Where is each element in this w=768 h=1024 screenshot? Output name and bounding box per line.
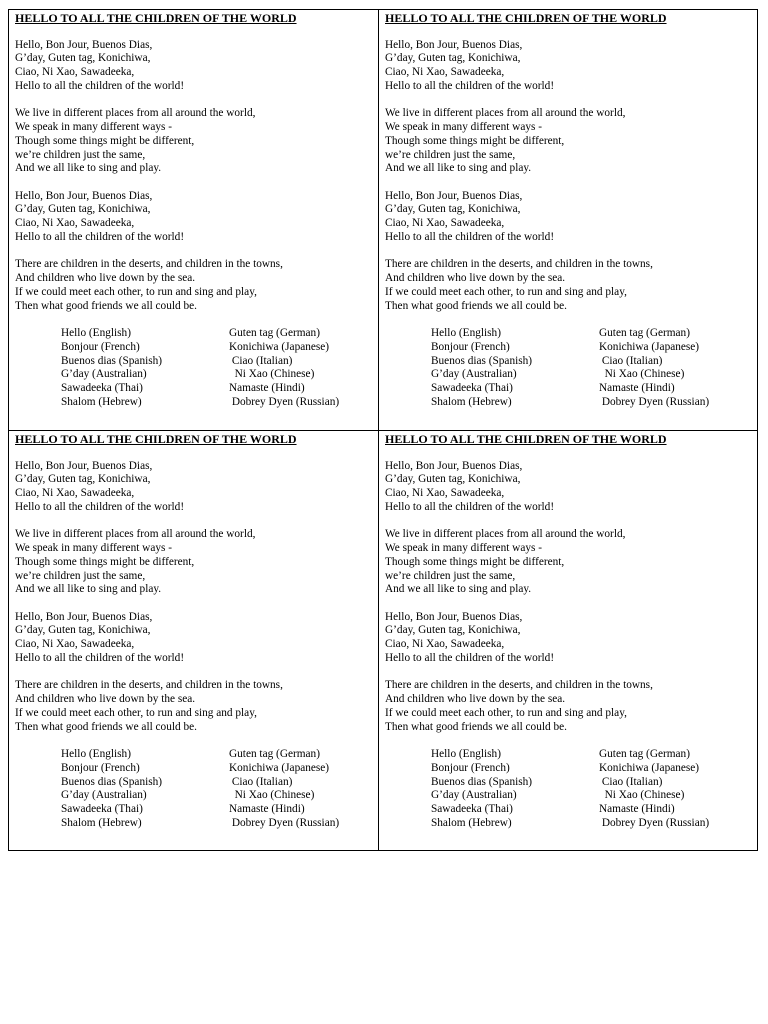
- greeting-left: G’day (Australian): [431, 368, 517, 381]
- lyric-line: We speak in many different ways -: [385, 541, 542, 554]
- greeting-row: [431, 355, 745, 369]
- greeting-right: Konichiwa (Japanese): [229, 761, 330, 774]
- verse-1: [15, 460, 375, 515]
- lyric-line: Ciao, Ni Xao, Sawadeeka,: [385, 638, 505, 651]
- verse-3: [385, 190, 745, 245]
- greeting-row: [61, 762, 375, 776]
- lyric-line: We live in different places from all around the world,: [15, 107, 256, 120]
- lyric-line: Then what good friends we all could be.: [385, 720, 567, 733]
- greeting-right: Guten tag (German): [599, 327, 690, 340]
- greeting-right: Guten tag (German): [599, 748, 690, 761]
- lyric-line: G’day, Guten tag, Konichiwa,: [385, 203, 521, 216]
- verse-2: [385, 107, 745, 176]
- verse-4: [15, 679, 375, 734]
- lyric-line: G’day, Guten tag, Konichiwa,: [15, 52, 151, 65]
- verse-4: [385, 258, 745, 313]
- lyric-line: Hello to all the children of the world!: [15, 500, 185, 513]
- greeting-row: [61, 368, 375, 382]
- lyric-line: we’re children just the same,: [385, 148, 516, 161]
- greeting-right: Namaste (Hindi): [229, 382, 305, 395]
- lyric-line: G’day, Guten tag, Konichiwa,: [15, 473, 151, 486]
- lyric-line: If we could meet each other, to run and sing and play,: [15, 285, 257, 298]
- greeting-left: Shalom (Hebrew): [431, 817, 512, 830]
- greeting-left: Buenos dias (Spanish): [61, 354, 163, 367]
- lyric-line: And children who live down by the sea.: [15, 272, 196, 285]
- lyric-line: And we all like to sing and play.: [385, 162, 532, 175]
- greeting-row: [431, 368, 745, 382]
- lyric-line: we’re children just the same,: [15, 148, 146, 161]
- lyric-line: And we all like to sing and play.: [15, 162, 162, 175]
- greeting-row: [61, 817, 375, 831]
- greeting-left: Bonjour (French): [61, 340, 140, 353]
- verse-2: [15, 107, 375, 176]
- song-title: HELLO TO ALL THE CHILDREN OF THE WORLD: [385, 432, 667, 446]
- greeting-row: [431, 748, 745, 762]
- lyric-line: Ciao, Ni Xao, Sawadeeka,: [15, 638, 135, 651]
- verse-1: [15, 39, 375, 94]
- greeting-row: [431, 382, 745, 396]
- greeting-right: Guten tag (German): [229, 748, 320, 761]
- lyric-line: Hello to all the children of the world!: [385, 500, 555, 513]
- lyric-line: Ciao, Ni Xao, Sawadeeka,: [15, 487, 135, 500]
- greeting-row: [61, 355, 375, 369]
- lyric-line: we’re children just the same,: [15, 569, 146, 582]
- lyric-line: Hello, Bon Jour, Buenos Dias,: [15, 38, 153, 51]
- song-card-bottom-right: [379, 431, 745, 851]
- lyric-line: Hello, Bon Jour, Buenos Dias,: [15, 610, 153, 623]
- greeting-right: Ciao (Italian): [599, 775, 663, 788]
- lyric-line: Hello to all the children of the world!: [15, 652, 185, 665]
- lyric-line: We live in different places from all around the world,: [385, 528, 626, 541]
- greeting-right: Konichiwa (Japanese): [229, 340, 330, 353]
- greeting-row: [431, 817, 745, 831]
- greeting-left: Hello (English): [431, 327, 501, 340]
- greeting-right: Dobrey Dyen (Russian): [229, 396, 340, 409]
- greeting-left: G’day (Australian): [431, 789, 517, 802]
- lyric-line: Hello, Bon Jour, Buenos Dias,: [385, 38, 523, 51]
- verse-1: [385, 39, 745, 94]
- greeting-right: Namaste (Hindi): [599, 382, 675, 395]
- song-title: HELLO TO ALL THE CHILDREN OF THE WORLD: [385, 11, 667, 25]
- lyric-line: Hello to all the children of the world!: [15, 79, 185, 92]
- lyric-line: Hello to all the children of the world!: [385, 79, 555, 92]
- greeting-left: G’day (Australian): [61, 789, 147, 802]
- greeting-row: [61, 327, 375, 341]
- greeting-right: Ni Xao (Chinese): [599, 368, 685, 381]
- lyric-line: Though some things might be different,: [385, 555, 565, 568]
- lyric-line: There are children in the deserts, and children in the towns,: [15, 258, 283, 271]
- lyric-line: We speak in many different ways -: [385, 120, 542, 133]
- greeting-right: Konichiwa (Japanese): [599, 340, 700, 353]
- greeting-left: Hello (English): [431, 748, 501, 761]
- greeting-row: [61, 382, 375, 396]
- verse-3: [15, 611, 375, 666]
- lyric-line: We speak in many different ways -: [15, 120, 172, 133]
- greeting-right: Ciao (Italian): [599, 354, 663, 367]
- lyric-line: And children who live down by the sea.: [385, 693, 566, 706]
- song-title: HELLO TO ALL THE CHILDREN OF THE WORLD: [15, 432, 297, 446]
- greeting-left: Buenos dias (Spanish): [61, 775, 163, 788]
- song-title: HELLO TO ALL THE CHILDREN OF THE WORLD: [15, 11, 297, 25]
- greetings-table: [61, 327, 375, 410]
- lyric-line: There are children in the deserts, and children in the towns,: [385, 679, 653, 692]
- greeting-left: Shalom (Hebrew): [61, 817, 142, 830]
- song-card-bottom-left: [9, 431, 375, 851]
- greeting-row: [61, 803, 375, 817]
- lyric-line: And children who live down by the sea.: [385, 272, 566, 285]
- lyric-line: Though some things might be different,: [15, 134, 195, 147]
- greeting-right: Dobrey Dyen (Russian): [229, 817, 340, 830]
- lyric-line: We speak in many different ways -: [15, 541, 172, 554]
- greeting-row: [431, 803, 745, 817]
- lyric-line: G’day, Guten tag, Konichiwa,: [15, 624, 151, 637]
- lyric-line: Hello to all the children of the world!: [385, 231, 555, 244]
- greeting-left: Shalom (Hebrew): [61, 396, 142, 409]
- greetings-table: [431, 327, 745, 410]
- greeting-row: [61, 789, 375, 803]
- greeting-left: Hello (English): [61, 327, 131, 340]
- greeting-left: Sawadeeka (Thai): [61, 382, 143, 395]
- lyric-line: Ciao, Ni Xao, Sawadeeka,: [385, 217, 505, 230]
- lyric-line: Hello to all the children of the world!: [15, 231, 185, 244]
- greeting-row: [431, 341, 745, 355]
- lyric-line: Then what good friends we all could be.: [15, 299, 197, 312]
- greeting-left: Buenos dias (Spanish): [431, 354, 533, 367]
- greeting-right: Ni Xao (Chinese): [599, 789, 685, 802]
- lyric-line: Hello to all the children of the world!: [385, 652, 555, 665]
- lyric-line: G’day, Guten tag, Konichiwa,: [385, 473, 521, 486]
- lyric-line: Hello, Bon Jour, Buenos Dias,: [15, 189, 153, 202]
- lyric-line: G’day, Guten tag, Konichiwa,: [15, 203, 151, 216]
- greeting-left: Shalom (Hebrew): [431, 396, 512, 409]
- lyric-line: Then what good friends we all could be.: [385, 299, 567, 312]
- lyric-line: Though some things might be different,: [15, 555, 195, 568]
- lyric-line: Ciao, Ni Xao, Sawadeeka,: [385, 66, 505, 79]
- greeting-row: [61, 748, 375, 762]
- greeting-right: Dobrey Dyen (Russian): [599, 817, 710, 830]
- greeting-row: [431, 789, 745, 803]
- song-sheet: [8, 9, 758, 851]
- lyric-line: Then what good friends we all could be.: [15, 720, 197, 733]
- lyric-line: And we all like to sing and play.: [385, 583, 532, 596]
- greeting-row: [431, 776, 745, 790]
- greeting-left: Buenos dias (Spanish): [431, 775, 533, 788]
- greeting-left: G’day (Australian): [61, 368, 147, 381]
- greeting-right: Ni Xao (Chinese): [229, 368, 315, 381]
- greeting-left: Sawadeeka (Thai): [431, 803, 513, 816]
- greeting-right: Ni Xao (Chinese): [229, 789, 315, 802]
- lyric-line: Ciao, Ni Xao, Sawadeeka,: [15, 66, 135, 79]
- lyric-line: There are children in the deserts, and children in the towns,: [15, 679, 283, 692]
- greetings-table: [61, 748, 375, 831]
- lyric-line: Hello, Bon Jour, Buenos Dias,: [385, 459, 523, 472]
- lyric-line: G’day, Guten tag, Konichiwa,: [385, 624, 521, 637]
- verse-3: [385, 611, 745, 666]
- greeting-right: Konichiwa (Japanese): [599, 761, 700, 774]
- greetings-table: [431, 748, 745, 831]
- verse-2: [385, 528, 745, 597]
- greeting-row: [431, 762, 745, 776]
- verse-2: [15, 528, 375, 597]
- lyric-line: If we could meet each other, to run and sing and play,: [385, 285, 627, 298]
- greeting-right: Ciao (Italian): [229, 354, 293, 367]
- greeting-left: Sawadeeka (Thai): [431, 382, 513, 395]
- greeting-row: [431, 396, 745, 410]
- greeting-left: Bonjour (French): [431, 340, 510, 353]
- verse-1: [385, 460, 745, 515]
- lyric-line: Hello, Bon Jour, Buenos Dias,: [385, 189, 523, 202]
- lyric-line: Ciao, Ni Xao, Sawadeeka,: [385, 487, 505, 500]
- lyric-line: Hello, Bon Jour, Buenos Dias,: [385, 610, 523, 623]
- greeting-row: [61, 776, 375, 790]
- lyric-line: There are children in the deserts, and children in the towns,: [385, 258, 653, 271]
- greeting-right: Namaste (Hindi): [599, 803, 675, 816]
- greeting-left: Bonjour (French): [61, 761, 140, 774]
- verse-3: [15, 190, 375, 245]
- greeting-left: Sawadeeka (Thai): [61, 803, 143, 816]
- greeting-right: Ciao (Italian): [229, 775, 293, 788]
- lyric-line: Hello, Bon Jour, Buenos Dias,: [15, 459, 153, 472]
- verse-4: [385, 679, 745, 734]
- lyric-line: If we could meet each other, to run and sing and play,: [15, 706, 257, 719]
- greeting-left: Hello (English): [61, 748, 131, 761]
- greeting-left: Bonjour (French): [431, 761, 510, 774]
- lyric-line: We live in different places from all around the world,: [15, 528, 256, 541]
- lyric-line: And we all like to sing and play.: [15, 583, 162, 596]
- greeting-row: [61, 341, 375, 355]
- greeting-row: [61, 396, 375, 410]
- lyric-line: G’day, Guten tag, Konichiwa,: [385, 52, 521, 65]
- lyric-line: we’re children just the same,: [385, 569, 516, 582]
- lyric-line: We live in different places from all around the world,: [385, 107, 626, 120]
- verse-4: [15, 258, 375, 313]
- greeting-row: [431, 327, 745, 341]
- lyric-line: Though some things might be different,: [385, 134, 565, 147]
- song-card-top-right: [379, 10, 745, 430]
- song-card-top-left: [9, 10, 375, 430]
- greeting-right: Dobrey Dyen (Russian): [599, 396, 710, 409]
- greeting-right: Namaste (Hindi): [229, 803, 305, 816]
- lyric-line: Ciao, Ni Xao, Sawadeeka,: [15, 217, 135, 230]
- greeting-right: Guten tag (German): [229, 327, 320, 340]
- lyric-line: And children who live down by the sea.: [15, 693, 196, 706]
- lyric-line: If we could meet each other, to run and sing and play,: [385, 706, 627, 719]
